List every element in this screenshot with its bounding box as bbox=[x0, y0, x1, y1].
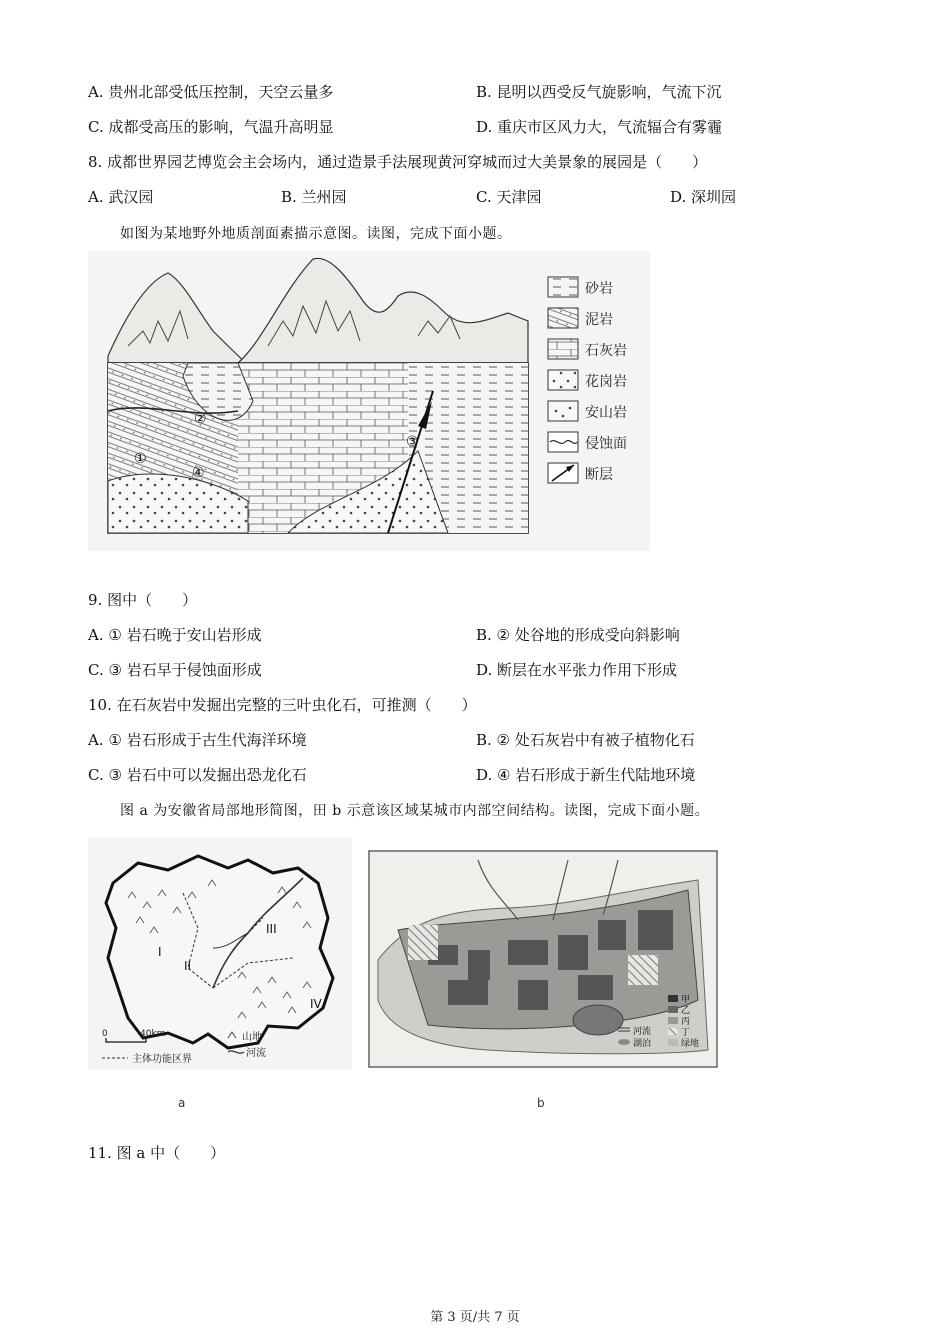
q8-stem: 8. 成都世界园艺博览会主会场内，通过造景手法展现黄河穿城而过大美景象的展园是（ ） bbox=[88, 153, 708, 171]
intro-anhui: 图 a 为安徽省局部地形简图，田 b 示意该区域某城市内部空间结构。读图，完成下面小题。 bbox=[120, 803, 710, 819]
q7-option-c: C. 成都受高压的影响，气温升高明显 bbox=[88, 118, 334, 136]
legend-bing: 丙 bbox=[681, 1017, 691, 1027]
legend-limestone: 石灰岩 bbox=[585, 343, 627, 359]
legend-yi: 乙 bbox=[681, 1006, 691, 1016]
legend-granite: 花岗岩 bbox=[585, 374, 627, 390]
legend-mountain: 山地 bbox=[242, 1032, 262, 1043]
scale-label: 40km bbox=[140, 1029, 166, 1039]
legend-fault: 断层 bbox=[585, 467, 613, 483]
q10-option-d: D. ④ 岩石形成于新生代陆地环境 bbox=[476, 766, 696, 784]
marker-3: ③ bbox=[406, 434, 419, 450]
region-label-3: III bbox=[266, 922, 277, 936]
legend-greenland: 绿地 bbox=[681, 1039, 700, 1049]
geology-legend bbox=[548, 277, 627, 483]
region-label-2: II bbox=[184, 959, 192, 973]
q8-option-d: D. 深圳园 bbox=[670, 188, 737, 206]
marker-2: ② bbox=[194, 411, 207, 427]
q10-option-c: C. ③ 岩石中可以发掘出恐龙化石 bbox=[88, 766, 307, 784]
q10-stem: 10. 在石灰岩中发掘出完整的三叶虫化石，可推测（ ） bbox=[88, 696, 477, 714]
legend-river-b: 河流 bbox=[633, 1027, 652, 1037]
q7-option-a: A. 贵州北部受低压控制，天空云量多 bbox=[88, 83, 334, 101]
legend-andesite: 安山岩 bbox=[585, 405, 627, 421]
region-label-1: I bbox=[158, 945, 162, 959]
map-a-caption: a bbox=[178, 1096, 186, 1110]
legend-erosion-surface: 侵蚀面 bbox=[585, 436, 627, 452]
page-footer: 第 3 页/共 7 页 bbox=[430, 1310, 520, 1325]
intro-geology: 如图为某地野外地质剖面素描示意图。读图，完成下面小题。 bbox=[120, 226, 512, 242]
q11-stem: 11. 图 a 中（ ） bbox=[88, 1144, 226, 1162]
region-label-4: IV bbox=[310, 997, 322, 1011]
q7-option-b: B. 昆明以西受反气旋影响，气流下沉 bbox=[476, 83, 722, 101]
map-a-figure bbox=[88, 838, 352, 1070]
q10-option-b: B. ② 处石灰岩中有被子植物化石 bbox=[476, 731, 695, 749]
legend-sandstone: 砂岩 bbox=[585, 281, 613, 297]
q8-option-b: B. 兰州园 bbox=[281, 188, 347, 206]
marker-4: ④ bbox=[192, 465, 205, 481]
marker-1: ① bbox=[134, 451, 147, 467]
legend-lake: 湖泊 bbox=[633, 1039, 652, 1049]
q9-stem: 9. 图中（ ） bbox=[88, 591, 198, 609]
q8-option-a: A. 武汉园 bbox=[88, 188, 154, 206]
q7-option-d: D. 重庆市区风力大，气流辐合有雾霾 bbox=[476, 118, 723, 136]
q9-option-a: A. ① 岩石晚于安山岩形成 bbox=[88, 626, 262, 644]
scale-zero: 0 bbox=[102, 1029, 108, 1039]
geology-section-figure bbox=[88, 251, 650, 551]
legend-river: 河流 bbox=[246, 1048, 266, 1059]
map-b-figure bbox=[368, 850, 718, 1068]
legend-mudstone: 泥岩 bbox=[585, 312, 613, 328]
legend-ding: 丁 bbox=[681, 1028, 691, 1038]
q10-option-a: A. ① 岩石形成于古生代海洋环境 bbox=[88, 731, 307, 749]
legend-zone-boundary: 主体功能区界 bbox=[132, 1054, 192, 1065]
q8-option-c: C. 天津园 bbox=[476, 188, 542, 206]
map-b-caption: b bbox=[537, 1096, 545, 1110]
q9-option-c: C. ③ 岩石早于侵蚀面形成 bbox=[88, 661, 262, 679]
q9-option-d: D. 断层在水平张力作用下形成 bbox=[476, 661, 678, 679]
q9-option-b: B. ② 处谷地的形成受向斜影响 bbox=[476, 626, 680, 644]
legend-jia: 甲 bbox=[681, 995, 691, 1005]
